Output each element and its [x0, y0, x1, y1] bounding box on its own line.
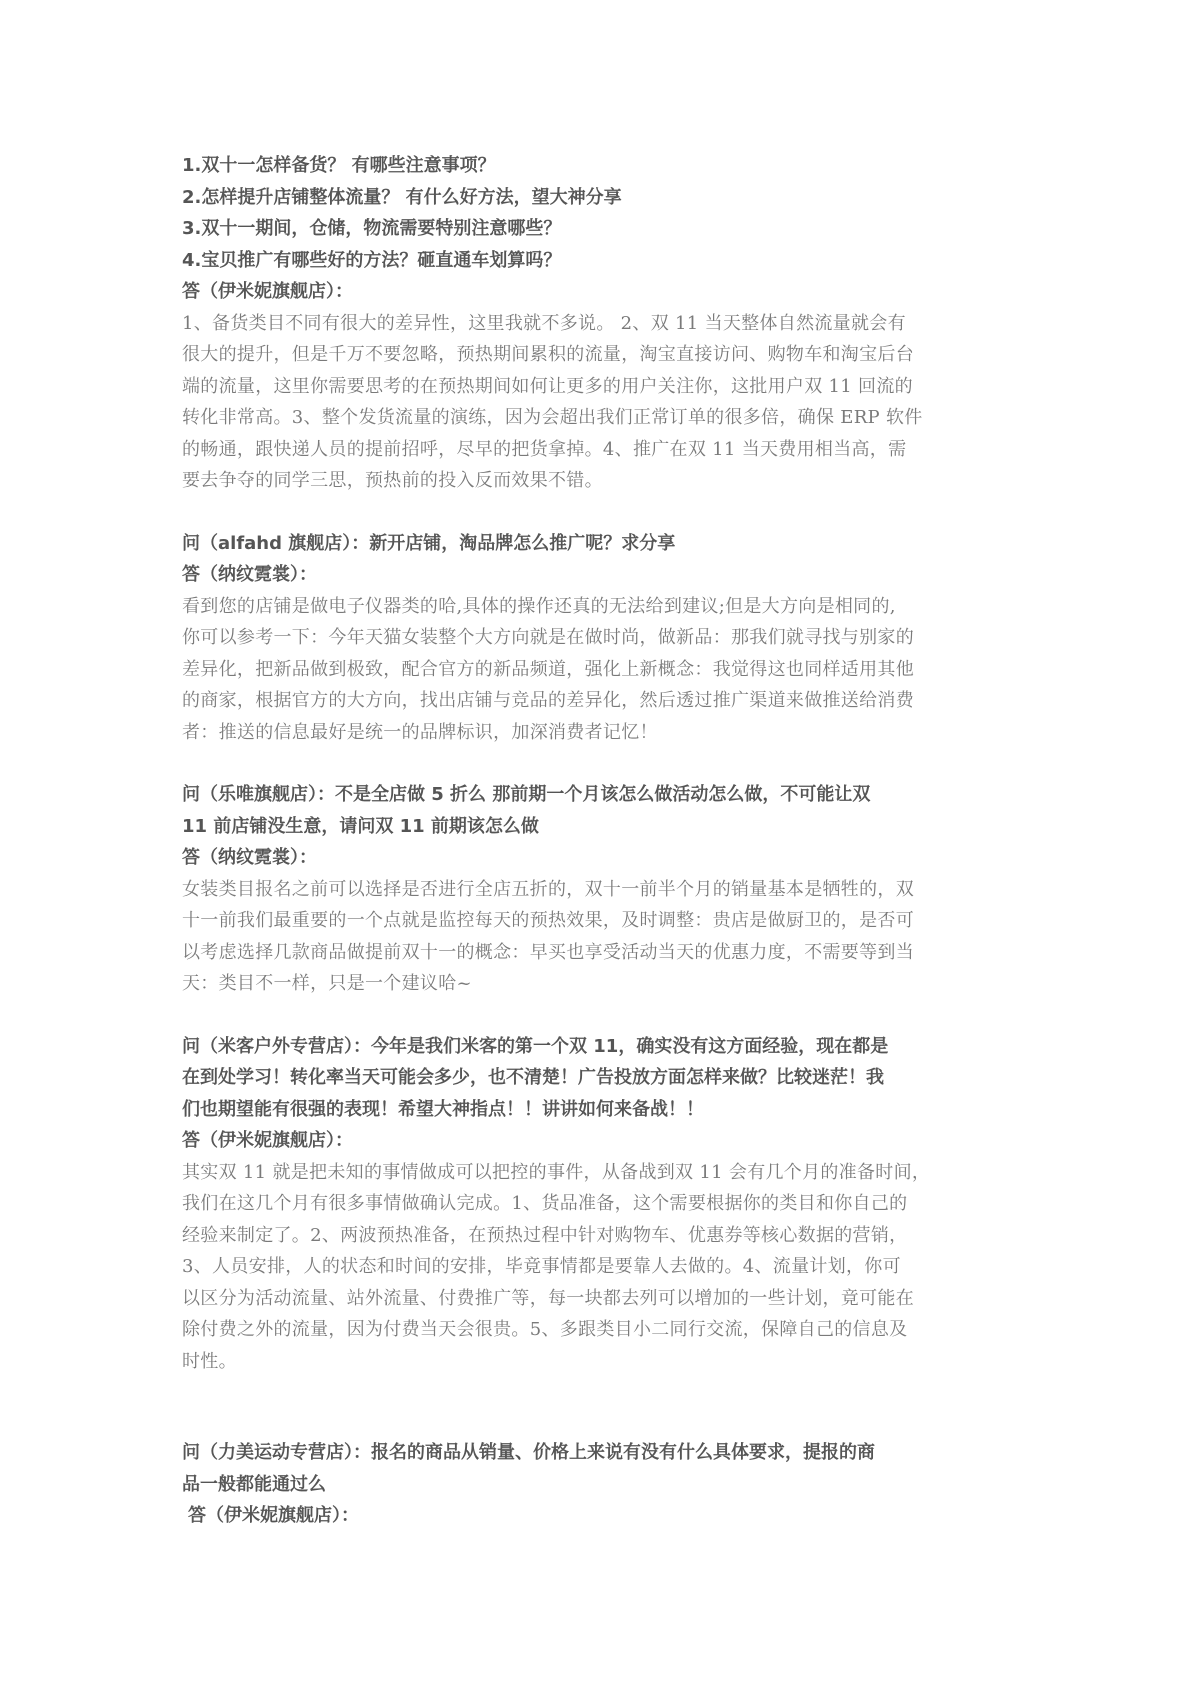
answer-heading: 答（纳纹霓裳）： [182, 564, 317, 585]
spacer [182, 497, 1022, 528]
intro-question-3: 3.双十一期间，仓储，物流需要特别注意哪些？ [182, 218, 562, 239]
answer-heading: 答（伊米妮旗舰店）： [188, 1505, 359, 1526]
answer-line: 除付费之外的流量，因为付费当天会很贵。5、多跟类目小二同行交流，保障自己的信息及 [182, 1319, 908, 1340]
answer-line: 其实双 11 就是把未知的事情做成可以把控的事件，从备战到双 11 会有几个月的准备时间， [182, 1161, 931, 1183]
answer-line: 要去争夺的同学三思，预热前的投入反而效果不错。 [182, 470, 603, 491]
answer-line: 的畅通，跟快递人员的提前招呼，尽早的把货拿掉。4、推广在双 11 当天费用相当高，需 [182, 438, 907, 460]
qa-block-2 [182, 528, 1022, 749]
answer-body [182, 1157, 1022, 1378]
answer-line: 端的流量，这里你需要思考的在预热期间如何让更多的用户关注你，这批用户双 11 回流的 [182, 375, 913, 397]
intro-question-1: 1.双十一怎样备货？ 有哪些注意事项？ [182, 155, 496, 176]
question-heading: 11 前店铺没生意，请问双 11 前期该怎么做 [182, 815, 539, 837]
answer-line: 时性。 [182, 1350, 237, 1372]
intro-question-2: 2.怎样提升店铺整体流量？ 有什么好方法，望大神分享 [182, 186, 622, 208]
answer-body [182, 874, 1022, 1000]
question-heading: 问（米客户外专营店）：今年是我们米客的第一个双 11，确实没有这方面经验，现在都是 [182, 1035, 889, 1057]
answer-line: 十一前我们最重要的一个点就是监控每天的预热效果，及时调整：贵店是做厨卫的，是否可 [182, 910, 914, 931]
answer-line: 看到您的店铺是做电子仪器类的哈,具体的操作还真的无法给到建议;但是大方向是相同的, [182, 595, 896, 617]
answer-line: 者：推送的信息最好是统一的品牌标识，加深消费者记忆！ [182, 721, 658, 743]
answer-heading: 答（伊米妮旗舰店）： [182, 281, 353, 302]
answer-line: 以考虑选择几款商品做提前双十一的概念：早买也享受活动当天的优惠力度，不需要等到当 [182, 941, 914, 963]
answer-heading: 答（纳纹霓裳）： [182, 847, 317, 868]
question-heading: 问（alfahd 旗舰店）：新开店铺，淘品牌怎么推广呢？求分享 [182, 532, 676, 554]
question-heading: 问（乐唯旗舰店）：不是全店做 5 折么 那前期一个月该怎么做活动怎么做，不可能让双 [182, 784, 871, 805]
question-heading: 在到处学习！转化率当天可能会多少，也不清楚！广告投放方面怎样来做？比较迷茫！我 [182, 1067, 884, 1088]
question-heading: 问（力美运动专营店）：报名的商品从销量、价格上来说有没有什么具体要求，提报的商 [182, 1442, 875, 1463]
answer-line: 以区分为活动流量、站外流量、付费推广等，每一块都去列可以增加的一些计划，竟可能在 [182, 1287, 914, 1309]
answer-line: 1、备货类目不同有很大的差异性，这里我就不多说。 2、双 11 当天整体自然流量就会有 [182, 312, 906, 334]
spacer [182, 1000, 1022, 1031]
answer-line: 我们在这几个月有很多事情做确认完成。1、货品准备，这个需要根据你的类目和你自己的 [182, 1193, 908, 1214]
answer-line: 差异化，把新品做到极致，配合官方的新品频道，强化上新概念：我觉得这也同样适用其他 [182, 658, 914, 680]
answer-line: 女装类目报名之前可以选择是否进行全店五折的，双十一前半个月的销量基本是牺牲的，双 [182, 878, 914, 900]
answer-line: 经验来制定了。2、两波预热准备，在预热过程中针对购物车、优惠券等核心数据的营销， [182, 1224, 908, 1246]
intro-question-4: 4.宝贝推广有哪些好的方法？砸直通车划算吗？ [182, 249, 562, 271]
answer-line: 的商家，根据官方的大方向，找出店铺与竞品的差异化，然后透过推广渠道来做推送给消费 [182, 690, 914, 711]
qa-block-1 [182, 276, 1022, 497]
answer-line: 3、人员安排，人的状态和时间的安排，毕竟事情都是要靠人去做的。4、流量计划，你可 [182, 1256, 901, 1277]
answer-body [182, 308, 1022, 497]
answer-heading: 答（伊米妮旗舰店）： [182, 1130, 353, 1151]
spacer [182, 748, 1022, 779]
answer-line: 你可以参考一下：今年天猫女装整个大方向就是在做时尚，做新品：那我们就寻找与别家的 [182, 627, 914, 648]
qa-block-5 [182, 1437, 1022, 1532]
answer-line: 转化非常高。3、整个发货流量的演练，因为会超出我们正常订单的很多倍，确保 ERP 软件 [182, 407, 923, 428]
question-heading: 品一般都能通过么 [182, 1473, 326, 1495]
answer-line: 天：类目不一样，只是一个建议哈~ [182, 973, 472, 994]
question-heading: 们也期望能有很强的表现！希望大神指点！！讲讲如何来备战！！ [182, 1098, 704, 1120]
qa-block-3 [182, 779, 1022, 1000]
document-page [182, 150, 1022, 1532]
answer-line: 很大的提升，但是千万不要忽略，预热期间累积的流量，淘宝直接访问、购物车和淘宝后台 [182, 344, 914, 365]
answer-body [182, 591, 1022, 749]
qa-block-4 [182, 1031, 1022, 1378]
spacer [182, 1377, 1022, 1437]
intro-questions [182, 150, 1022, 276]
